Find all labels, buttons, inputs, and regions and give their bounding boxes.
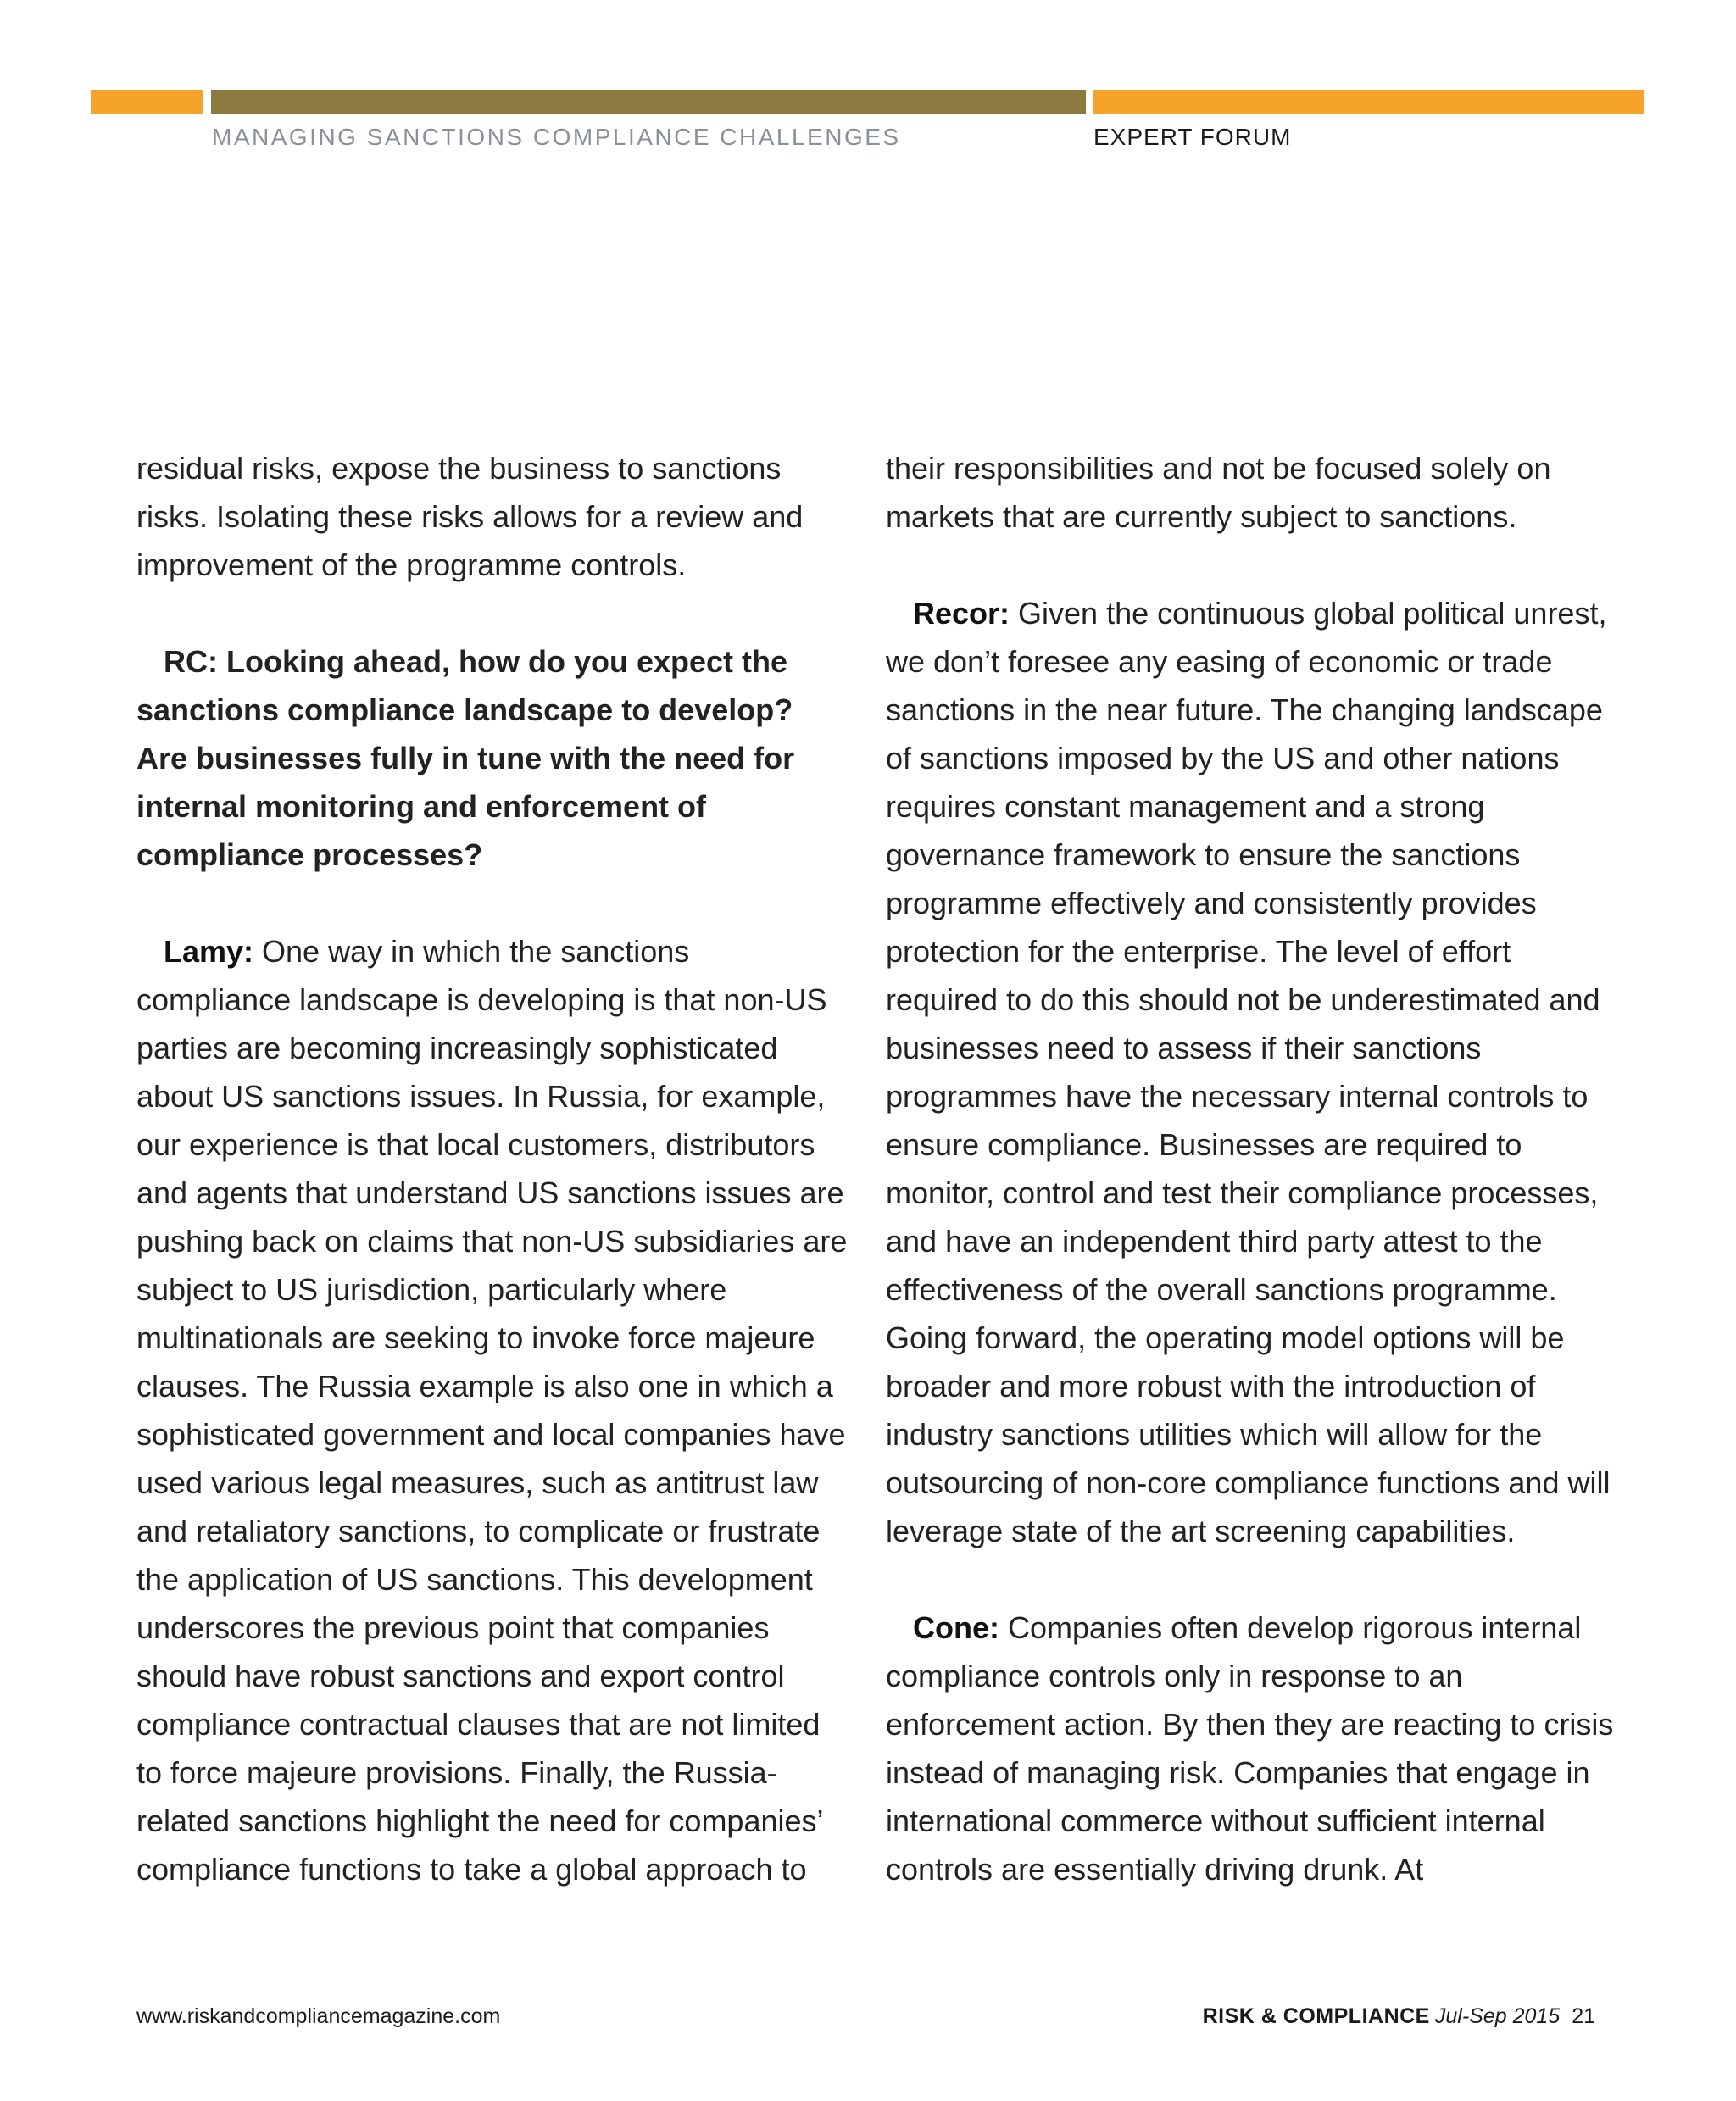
answer-speaker: Lamy: <box>164 934 254 969</box>
cone-speaker: Cone: <box>913 1610 999 1645</box>
cone-answer <box>886 1604 1615 1893</box>
cone-text: Companies often develop rigorous internal compliance controls only in response to an enforcement action. By then they are reacting to crisis instead of managing risk. Companies that engage in international commerce without sufficient internal controls are essentially driving drunk. At <box>886 1610 1614 1887</box>
right-column <box>886 444 1615 1893</box>
continuation-paragraph: their responsibilities and not be focused solely on markets that are currently subject to sanctions. <box>886 451 1551 534</box>
continuation-paragraph: residual risks, expose the business to sanctions risks. Isolating these risks allows for a review and improvement of the programme controls. <box>136 451 804 582</box>
magazine-name: RISK & COMPLIANCE <box>1202 2004 1430 2028</box>
question-text: Looking ahead, how do you expect the sanctions compliance landscape to develop? Are businesses fully in tune with the need for internal monitoring and enforcement of compliance processes? <box>136 644 795 872</box>
page-footer <box>1203 2004 1595 2029</box>
page-number: 21 <box>1572 2004 1595 2028</box>
question-speaker: RC: <box>164 644 218 679</box>
recor-speaker: Recor: <box>913 596 1010 631</box>
section-title: MANAGING SANCTIONS COMPLIANCE CHALLENGES <box>212 124 901 150</box>
lamy-answer <box>136 927 849 1893</box>
header-accent-bar-right <box>1093 90 1644 114</box>
recor-answer <box>886 589 1615 1555</box>
header-accent-bar-left <box>91 90 203 114</box>
answer-text: One way in which the sanctions compliance landscape is developing is that non-US parties are becoming increasingly sophisticated about US sanctions issues. In Russia, for example, our experience is that local customers, distributors and agents that understand US sanctions issues are pushing back on claims that non-US subsidiaries are subject to US jurisdiction, particularly where multinationals are seeking to invoke force majeure clauses. The Russia example is also one in which a sophisticated government and local companies have used various legal measures, such as antitrust law and retaliatory sanctions, to complicate or frustrate the application of US sanctions. This development underscores the previous point that companies should have robust sanctions and export control compliance contractual clauses that are not limited to force majeure provisions. Finally, the Russia-related sanctions highlight the need for companies’ compliance functions to take a global approach to <box>136 934 848 1887</box>
left-column <box>136 444 849 1893</box>
issue-date: Jul-Sep 2015 <box>1434 2004 1561 2028</box>
recor-text: Given the continuous global political unrest, we don’t foresee any easing of economic or trade sanctions in the near future. The changing landscape of sanctions imposed by the US and other nations requires constant management and a strong governance framework to ensure the sanctions programme effectively and consistently provides protection for the enterprise. The level of effort required to do this should not be underestimated and businesses need to assess if their sanctions programmes have the necessary internal controls to ensure compliance. Businesses are required to monitor, control and test their compliance processes, and have an independent third party attest to the effectiveness of the overall sanctions programme. Going forward, the operating model options will be broader and more robust with the introduction of industry sanctions utilities which will allow for the outsourcing of non-core compliance functions and will leverage state of the art screening capabilities. <box>886 596 1611 1548</box>
interview-question <box>136 637 849 879</box>
website-link[interactable]: www.riskandcompliancemagazine.com <box>136 2004 501 2028</box>
header-accent-bar-middle <box>211 90 1086 114</box>
section-label: EXPERT FORUM <box>1093 124 1292 150</box>
